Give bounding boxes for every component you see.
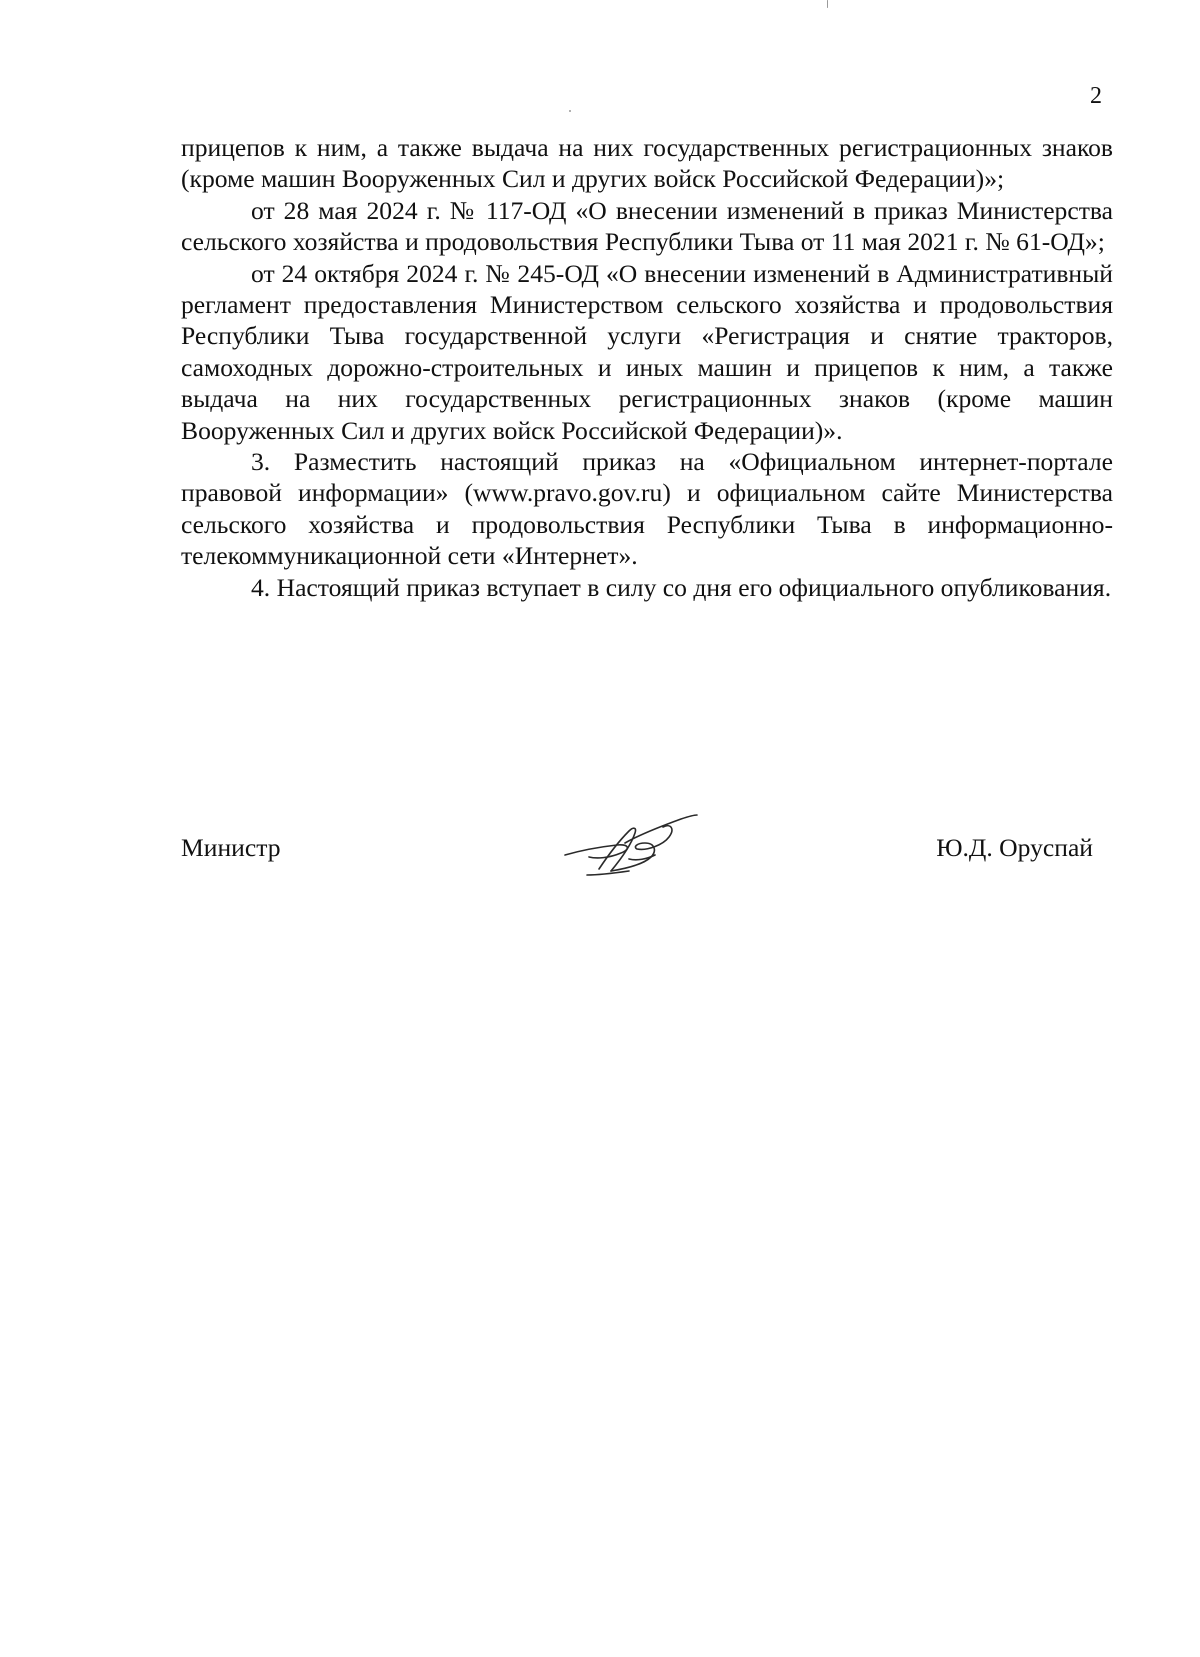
paragraph-item-4: 4. Настоящий приказ вступает в силу со дня его официального опубликования. (251, 572, 1112, 602)
signature-block (181, 815, 1113, 905)
signatory-position: Министр (181, 833, 281, 862)
paragraph-item-3: 3. Разместить настоящий приказ на «Официальном интернет-портале правовой информации» (www.pravo.gov.ru) и официальном сайте Министерства сельского хозяйства и продовольствия Республики Тыва в информационно-телекоммуникационной сети «Интернет». (181, 447, 1113, 571)
paragraph-continuation: прицепов к ним, а также выдача на них государственных регистрационных знаков (кроме машин Вооруженных Сил и других войск Российской Федерации)»; (181, 133, 1113, 194)
signatory-name: Ю.Д. Оруспай (936, 833, 1093, 862)
handwritten-signature-icon (559, 809, 699, 889)
scan-artifact (569, 110, 571, 112)
document-body (181, 132, 1113, 603)
paragraph-order-117: от 28 мая 2024 г. № 117-ОД «О внесении изменений в приказ Министерства сельского хозяйства и продовольствия Республики Тыва от 11 мая 2021 г. № 61-ОД»; (181, 195, 1113, 257)
paragraph-order-245: от 24 октября 2024 г. № 245-ОД «О внесении изменений в Административный регламент предоставления Министерством сельского хозяйства и продовольствия Республики Тыва государственной услуги «Регистрация и снятие тракторов, самоходных дорожно-строительных и иных машин и прицепов к ним, а также выдача на них государственных регистрационных знаков (кроме машин Вооруженных Сил и других войск Российской Федерации)». (181, 258, 1113, 445)
page-number: 2 (1090, 83, 1102, 109)
scan-artifact (827, 0, 828, 8)
